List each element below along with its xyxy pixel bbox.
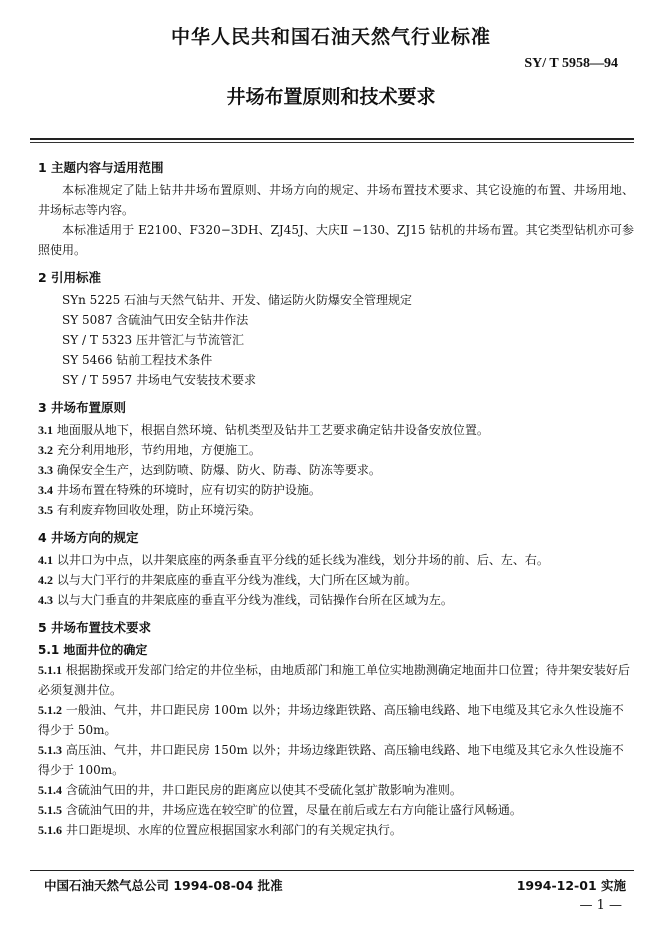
clause: [38, 550, 634, 570]
section-heading: 5 井场布置技术要求: [38, 620, 152, 635]
clause-number: 5.1.3: [38, 743, 62, 757]
clause: [38, 820, 634, 840]
clause-text: 以与大门垂直的井架底座的垂直平分线为准线，司钻操作台所在区域为左。: [56, 593, 453, 607]
clause-text: 以与大门平行的井架底座的垂直平分线为准线，大门所在区域为前。: [56, 573, 417, 587]
section-heading: 1 主题内容与适用范围: [38, 160, 164, 175]
paragraph: 本标准适用于 E2100、F320−3DH、ZJ45J、大庆Ⅱ −130、ZJ15 钻机的井场布置。其它类型钻机亦可参照使用。: [38, 223, 634, 257]
clause: [38, 660, 634, 700]
implementation-date: 1994-12-01 实施: [516, 878, 626, 893]
clause-text: 井场布置在特殊的环境时，应有切实的防护设施。: [56, 483, 321, 497]
clause-number: 4.2: [38, 573, 53, 587]
clause-number: 5.1.4: [38, 783, 62, 797]
clause-number: 3.1: [38, 423, 53, 437]
reference-item: SY 5466 钻前工程技术条件: [62, 353, 213, 367]
clause-text: 井口距堤坝、水库的位置应根据国家水利部门的有关规定执行。: [65, 823, 402, 837]
paragraph: 本标准规定了陆上钻井井场布置原则、井场方向的规定、井场布置技术要求、其它设施的布置、井场用地、井场标志等内容。: [38, 183, 634, 217]
clause-text: 根据勘探或开发部门给定的井位坐标，由地质部门和施工单位实地勘测确定地面井口位置；待井架安装好后必须复测井位。: [38, 663, 630, 697]
reference-item: SY / T 5957 井场电气安装技术要求: [62, 373, 256, 387]
clause-number: 5.1.1: [38, 663, 62, 677]
document-title: 井场布置原则和技术要求: [226, 86, 436, 108]
page-number: — 1 —: [579, 898, 622, 913]
clause-number: 5.1.6: [38, 823, 62, 837]
clause-number: 5.1.5: [38, 803, 62, 817]
header-rule-thin: [30, 142, 634, 143]
clause: [38, 500, 634, 520]
reference-item: SY / T 5323 压井管汇与节流管汇: [62, 333, 244, 347]
clause: [38, 590, 634, 610]
clause: [38, 780, 634, 800]
clause-number: 4.3: [38, 593, 53, 607]
clause-text: 含硫油气田的井，井场应选在较空旷的位置，尽量在前后或左右方向能让盛行风畅通。: [65, 803, 522, 817]
clause-text: 含硫油气田的井，井口距民房的距离应以使其不受硫化氢扩散影响为准则。: [65, 783, 462, 797]
clause-number: 3.2: [38, 443, 53, 457]
clause-text: 一般油、气井，井口距民房 100m 以外；井场边缘距铁路、高压输电线路、地下电缆及其它永久性设施不得少于 50m。: [38, 703, 624, 737]
clause: [38, 570, 634, 590]
clause: [38, 440, 634, 460]
clause: [38, 420, 634, 440]
subsection-heading: 5.1 地面井位的确定: [38, 643, 148, 657]
clause: [38, 700, 634, 740]
clause-number: 3.4: [38, 483, 53, 497]
clause: [38, 460, 634, 480]
reference-item: SY 5087 含硫油气田安全钻井作法: [62, 313, 249, 327]
clause-number: 3.3: [38, 463, 53, 477]
document-body: [38, 150, 634, 840]
clause: [38, 800, 634, 820]
clause-text: 高压油、气井，井口距民房 150m 以外；井场边缘距铁路、高压输电线路、地下电缆及其它永久性设施不得少于 100m。: [38, 743, 624, 777]
clause-number: 5.1.2: [38, 703, 62, 717]
approval-date: 中国石油天然气总公司 1994-08-04 批准: [44, 878, 283, 893]
clause: [38, 480, 634, 500]
header-rule: [30, 138, 634, 140]
reference-item: SYn 5225 石油与天然气钻井、开发、储运防火防爆安全管理规定: [62, 293, 413, 307]
clause-text: 地面服从地下，根据自然环境、钻机类型及钻井工艺要求确定钻井设备安放位置。: [56, 423, 489, 437]
footer-rule: [30, 870, 634, 871]
industry-standard-title: 中华人民共和国石油天然气行业标准: [170, 26, 491, 48]
clause: [38, 740, 634, 780]
standard-number: SY/ T 5958—94: [524, 56, 618, 71]
clause-text: 以井口为中点，以井架底座的两条垂直平分线的延长线为准线，划分井场的前、后、左、右。: [56, 553, 549, 567]
clause-number: 3.5: [38, 503, 53, 517]
section-heading: 4 井场方向的规定: [38, 530, 139, 545]
clause-text: 有利废弃物回收处理，防止环境污染。: [56, 503, 261, 517]
clause-text: 充分利用地形，节约用地，方便施工。: [56, 443, 261, 457]
section-heading: 2 引用标准: [38, 270, 102, 285]
clause-text: 确保安全生产，达到防喷、防爆、防火、防毒、防冻等要求。: [56, 463, 381, 477]
section-heading: 3 井场布置原则: [38, 400, 127, 415]
clause-number: 4.1: [38, 553, 53, 567]
